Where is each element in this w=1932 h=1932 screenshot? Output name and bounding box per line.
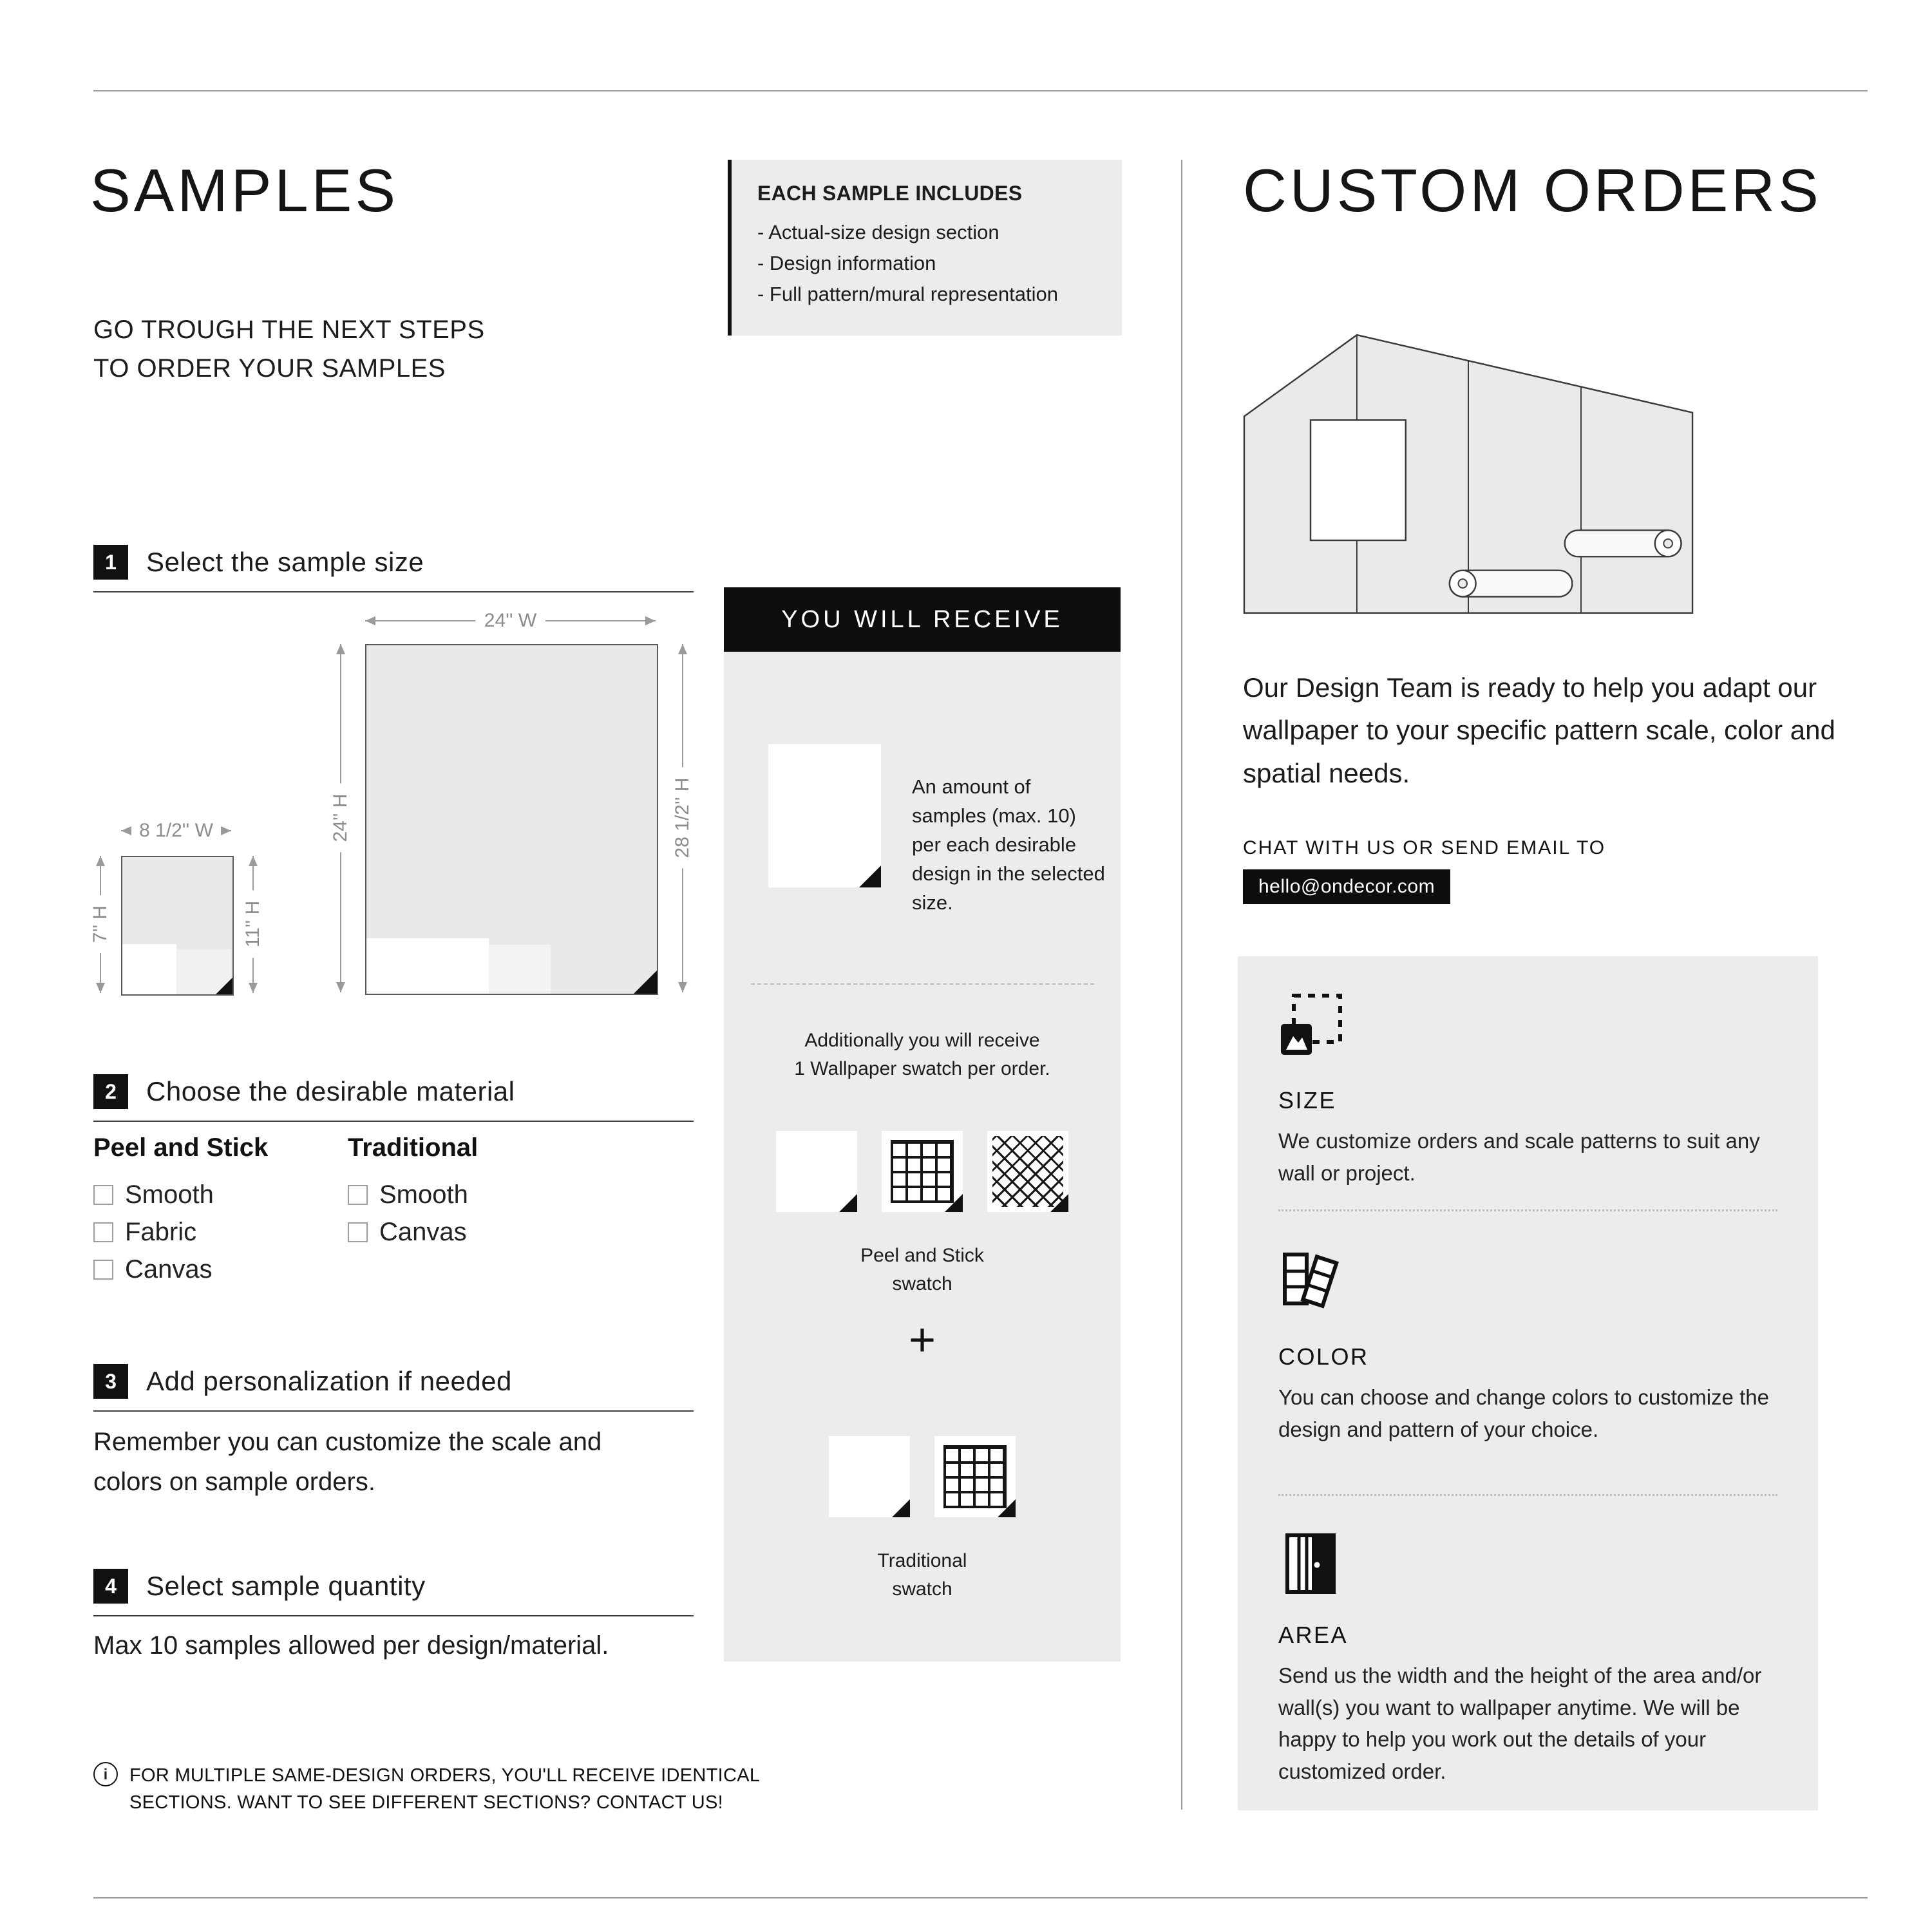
small-sample-inset-white [122, 944, 176, 994]
checkbox-traditional-smooth[interactable] [348, 1185, 368, 1205]
area-text: Send us the width and the height of the area and/or wall(s) you want to wallpaper anytime. We will be happy to help you work out the details of your customized order. [1278, 1663, 1762, 1783]
traditional-caption-line2: swatch [892, 1578, 952, 1600]
dashed-divider [751, 983, 1094, 985]
custom-orders-intro: Our Design Team is ready to help you adapt our wallpaper to your specific pattern scale, color and spatial needs. [1243, 672, 1835, 788]
option-label: Canvas [379, 1218, 467, 1246]
option-label: Smooth [125, 1180, 214, 1209]
you-will-receive-header: YOU WILL RECEIVE [724, 587, 1121, 652]
peel-and-stick-title: Peel and Stick [93, 1133, 269, 1162]
traditional-swatches-row [724, 1436, 1121, 1517]
step-2-label: Choose the desirable material [146, 1076, 515, 1106]
step-1-label: Select the sample size [146, 547, 424, 577]
crosshatch-swatch-icon [987, 1131, 1068, 1212]
material-option-peel-smooth [93, 1180, 214, 1209]
size-text: We customize orders and scale patterns to suit any wall or project. [1278, 1129, 1760, 1185]
each-sample-includes-box [728, 160, 1122, 336]
large-sample-inset-white [366, 938, 489, 994]
small-sample-rect [121, 856, 234, 996]
additional-swatch-line2: 1 Wallpaper swatch per order. [794, 1057, 1050, 1079]
traditional-caption-line1: Traditional [877, 1550, 967, 1571]
footnote [93, 1762, 760, 1816]
large-sample-inset-gray [489, 945, 551, 994]
crosshatch-pattern [992, 1136, 1063, 1207]
step-1-number: 1 [93, 545, 128, 580]
option-label: Smooth [379, 1180, 468, 1209]
includes-box-title: EACH SAMPLE INCLUDES [757, 182, 1023, 205]
you-will-receive-panel [724, 587, 1121, 1662]
step-4-label: Select sample quantity [146, 1571, 426, 1601]
material-option-traditional-smooth [348, 1180, 468, 1209]
color-title: COLOR [1278, 1343, 1369, 1370]
checkbox-peel-smooth[interactable] [93, 1185, 113, 1205]
samples-title: SAMPLES [90, 156, 399, 224]
peel-swatch-caption [724, 1242, 1121, 1298]
step-3-header [93, 1364, 694, 1412]
area-title: AREA [1278, 1622, 1349, 1648]
step-3-number: 3 [93, 1364, 128, 1399]
step-4-text: Max 10 samples allowed per design/material. [93, 1631, 609, 1660]
material-option-traditional-canvas [348, 1218, 467, 1247]
samples-intro-line1: GO TROUGH THE NEXT STEPS [93, 316, 485, 344]
sample-sheet-icon [768, 744, 881, 887]
step-3-label: Add personalization if needed [146, 1366, 512, 1396]
peel-caption-line2: swatch [892, 1273, 952, 1294]
feature-divider [1278, 1209, 1777, 1211]
custom-orders-title: CUSTOM ORDERS [1243, 156, 1822, 224]
includes-item: - Actual-size design section [757, 221, 999, 243]
info-icon: i [93, 1762, 118, 1786]
step-2-number: 2 [93, 1074, 128, 1109]
includes-item: - Full pattern/mural representation [757, 283, 1058, 306]
step-3-text: Remember you can customize the scale and colors on sample orders. [93, 1428, 602, 1496]
large-width-dimension [365, 609, 656, 632]
plain-swatch-icon [829, 1436, 910, 1517]
color-text: You can choose and change colors to customize the design and pattern of your choice. [1278, 1385, 1769, 1441]
email-badge[interactable]: hello@ondecor.com [1243, 869, 1450, 904]
feature-divider [1278, 1494, 1777, 1496]
material-option-peel-canvas [93, 1255, 213, 1284]
material-option-peel-fabric [93, 1218, 196, 1247]
large-left-label: 24'' H [327, 784, 354, 853]
step-4-number: 4 [93, 1569, 128, 1604]
top-rule [93, 90, 1868, 91]
option-label: Fabric [125, 1218, 197, 1246]
grid-pattern [943, 1445, 1007, 1508]
grid-swatch-icon [882, 1131, 963, 1212]
grid-pattern [891, 1140, 954, 1203]
small-right-label: 11'' H [240, 891, 267, 958]
samples-amount-text: An amount of samples (max. 10) per each desirable design in the selected size. [912, 775, 1105, 914]
small-sample-inset-gray [176, 949, 231, 994]
peel-swatches-row [724, 1131, 1121, 1212]
checkbox-peel-fabric[interactable] [93, 1222, 113, 1242]
large-right-label: 28 1/2'' H [669, 768, 696, 869]
size-crop-icon [1278, 993, 1343, 1057]
small-left-label: 7'' H [87, 895, 114, 953]
footnote-line1: FOR MULTIPLE SAME-DESIGN ORDERS, YOU'LL RECEIVE IDENTICAL [129, 1765, 761, 1786]
plain-swatch-icon [776, 1131, 857, 1212]
traditional-swatch-caption [724, 1547, 1121, 1603]
plus-sign: + [908, 1314, 936, 1366]
checkbox-peel-canvas[interactable] [93, 1260, 113, 1280]
column-divider [1181, 160, 1182, 1810]
custom-orders-panel [1238, 956, 1818, 1810]
area-door-icon [1278, 1531, 1343, 1596]
samples-intro-line2: TO ORDER YOUR SAMPLES [93, 354, 446, 383]
grid-swatch-icon [934, 1436, 1016, 1517]
option-label: Canvas [125, 1255, 213, 1283]
color-swatches-icon [1278, 1244, 1343, 1309]
size-title: SIZE [1278, 1087, 1337, 1113]
samples-intro [93, 310, 485, 388]
step-1-header [93, 545, 694, 592]
small-width-dimension [121, 819, 231, 842]
footnote-line2: SECTIONS. WANT TO SEE DIFFERENT SECTIONS? CONTACT US! [129, 1792, 724, 1814]
large-width-label: 24'' W [484, 610, 537, 631]
chat-label: CHAT WITH US OR SEND EMAIL TO [1243, 837, 1606, 858]
bottom-rule [93, 1897, 1868, 1899]
step-4-header [93, 1569, 694, 1616]
peel-caption-line1: Peel and Stick [860, 1245, 984, 1266]
additional-swatch-line1: Additionally you will receive [804, 1030, 1040, 1051]
step-2-header [93, 1074, 694, 1122]
includes-item: - Design information [757, 252, 936, 275]
large-sample-rect [365, 644, 658, 995]
checkbox-traditional-canvas[interactable] [348, 1222, 368, 1242]
small-width-label: 8 1/2'' W [139, 820, 213, 841]
traditional-title: Traditional [348, 1133, 478, 1162]
additional-swatch-text [724, 1027, 1121, 1083]
custom-wall-illustration [1243, 331, 1694, 614]
